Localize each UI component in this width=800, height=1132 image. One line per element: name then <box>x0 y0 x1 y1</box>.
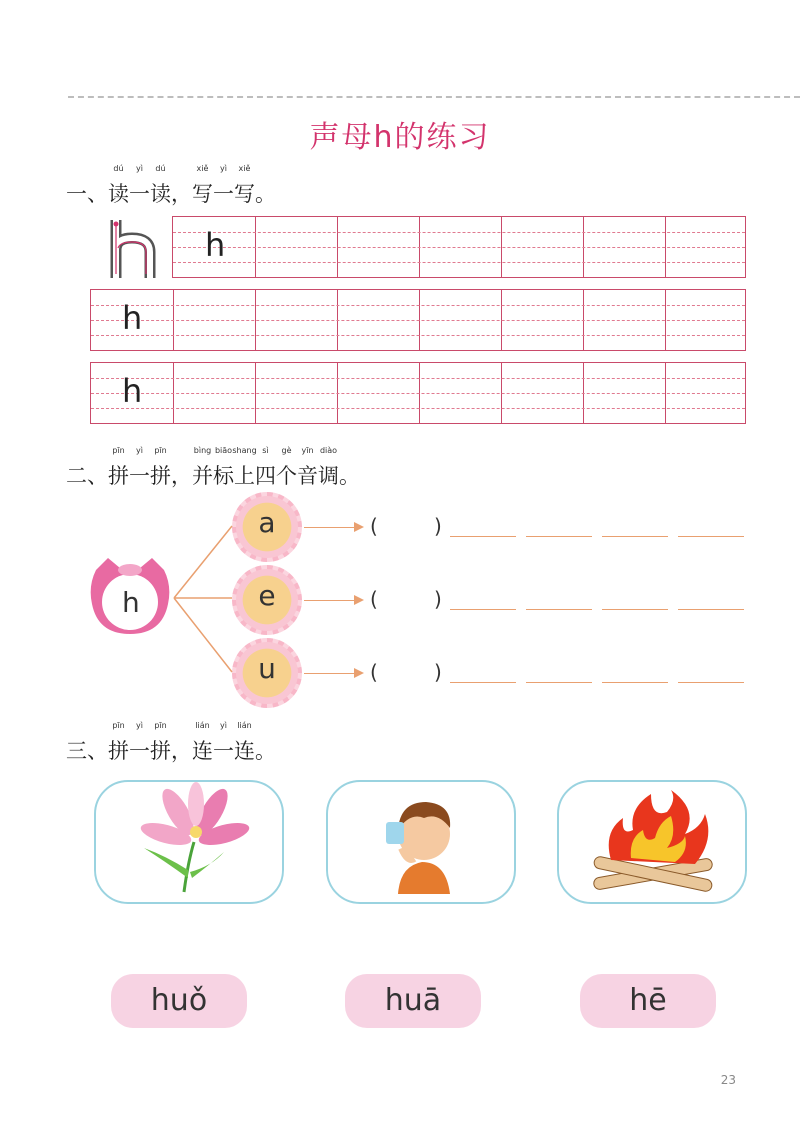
lily-flower-picture <box>96 782 282 902</box>
heading-char-pinyin: lián <box>237 721 252 730</box>
bonfire-picture <box>559 782 745 902</box>
heading-char-pinyin: dú <box>155 164 166 173</box>
guide-line <box>91 393 745 394</box>
heading-character <box>108 721 129 765</box>
heading-character <box>255 735 276 765</box>
heading-char-pinyin: yì <box>136 446 143 455</box>
heading-char-text: 一 <box>213 739 234 763</box>
heading-char-pinyin: gè <box>281 446 292 455</box>
syllable-pill[interactable]: huā <box>345 974 481 1028</box>
heading-char-pinyin: pīn <box>112 446 125 455</box>
sample-letter-h: h <box>205 226 226 264</box>
heading-char-text: 一 <box>129 182 150 206</box>
heading-character <box>232 446 257 490</box>
guide-line <box>173 247 745 248</box>
heading-character <box>234 721 255 765</box>
heading-character <box>150 164 171 208</box>
heading-char-text: 个 <box>276 464 297 488</box>
heading-char-pinyin: lián <box>195 721 210 730</box>
heading-character <box>213 446 234 490</box>
final-flower-a <box>236 496 298 558</box>
section-1-number: 一、 <box>66 182 108 206</box>
guide-line <box>91 320 745 321</box>
answer-paren-open: ( <box>370 660 378 684</box>
syllable-answer-field[interactable] <box>384 585 434 613</box>
heading-char-text: 。 <box>339 464 360 488</box>
heading-char-pinyin: yì <box>136 721 143 730</box>
heading-char-text: 音 <box>297 464 318 488</box>
tone-blank-line[interactable] <box>678 536 744 537</box>
heading-char-pinyin: pīn <box>154 446 167 455</box>
heading-char-text: 连 <box>192 739 213 763</box>
heading-char-pinyin: sì <box>262 446 269 455</box>
heading-char-text: 一 <box>213 182 234 206</box>
section-3-heading <box>66 721 276 765</box>
heading-character <box>234 164 255 208</box>
heading-char-text: 写 <box>234 182 255 206</box>
heading-character <box>339 460 360 490</box>
syllable-answer-field[interactable] <box>384 658 434 686</box>
heading-char-pinyin: xiě <box>196 164 209 173</box>
arrow-icon <box>304 600 362 601</box>
arrow-icon <box>304 673 362 674</box>
heading-char-pinyin: shang <box>232 446 257 455</box>
heading-char-pinyin: biāo <box>214 446 233 455</box>
page-number: 23 <box>720 1073 736 1087</box>
writing-grid-row-3 <box>90 362 746 424</box>
final-flower-e <box>236 569 298 631</box>
section-3-number: 三、 <box>66 739 108 763</box>
heading-char-text: 四 <box>255 464 276 488</box>
heading-char-text: 写 <box>192 182 213 206</box>
syllable-pill[interactable]: huǒ <box>111 974 247 1028</box>
top-dashed-divider <box>68 96 800 98</box>
heading-character <box>297 446 318 490</box>
heading-character <box>255 446 276 490</box>
page-title: 声母h的练习 <box>309 120 491 155</box>
tone-blank-line[interactable] <box>678 682 744 683</box>
tone-blank-line[interactable] <box>678 609 744 610</box>
heading-character <box>171 178 192 208</box>
heading-character <box>129 446 150 490</box>
heading-character <box>192 721 213 765</box>
writing-grid-row-2 <box>90 289 746 351</box>
heading-character <box>150 446 171 490</box>
section-1-heading <box>66 164 276 208</box>
heading-character <box>150 721 171 765</box>
tone-blank-line[interactable] <box>602 536 668 537</box>
answer-paren-close: ) <box>434 514 442 538</box>
heading-char-text: ， <box>171 464 192 488</box>
answer-paren-close: ) <box>434 660 442 684</box>
syllable-pill[interactable]: hē <box>580 974 716 1028</box>
heading-char-text: 拼 <box>150 739 171 763</box>
heading-character <box>108 164 129 208</box>
heading-char-text: 一 <box>129 739 150 763</box>
heading-character <box>171 460 192 490</box>
tone-blank-line[interactable] <box>450 536 516 537</box>
h-stroke-order-icon <box>106 216 162 282</box>
final-letter: a <box>258 506 276 539</box>
heading-character <box>213 721 234 765</box>
heading-char-text: 并 <box>192 464 213 488</box>
section-2-number: 二、 <box>66 464 108 488</box>
sample-letter-h: h <box>122 299 143 337</box>
heading-char-pinyin: xiě <box>238 164 251 173</box>
heading-character <box>276 446 297 490</box>
final-flower-u <box>236 642 298 704</box>
tone-blank-line[interactable] <box>526 682 592 683</box>
guide-line <box>91 408 745 409</box>
syllable-answer-field[interactable] <box>384 512 434 540</box>
heading-character <box>129 164 150 208</box>
heading-char-text: 上 <box>234 464 255 488</box>
heading-char-pinyin: yì <box>220 164 227 173</box>
guide-line <box>91 305 745 306</box>
tone-blank-line[interactable] <box>526 609 592 610</box>
heading-char-pinyin: yì <box>220 721 227 730</box>
final-letter: u <box>258 652 276 685</box>
tone-blank-line[interactable] <box>602 609 668 610</box>
heading-char-pinyin: diào <box>319 446 338 455</box>
tone-blank-line[interactable] <box>602 682 668 683</box>
guide-line <box>173 232 745 233</box>
heading-char-text: 调 <box>318 464 339 488</box>
arrow-icon <box>304 527 362 528</box>
picture-card-flower[interactable] <box>94 780 284 904</box>
picture-card-boy[interactable] <box>326 780 516 904</box>
guide-line <box>91 378 745 379</box>
tone-blank-line[interactable] <box>450 609 516 610</box>
boy-drinking-picture <box>328 782 514 902</box>
heading-char-text: ， <box>171 182 192 206</box>
heading-character <box>318 446 339 490</box>
heading-char-text: 拼 <box>108 739 129 763</box>
heading-char-text: 连 <box>234 739 255 763</box>
heading-char-text: 拼 <box>150 464 171 488</box>
guide-line <box>173 262 745 263</box>
heading-char-pinyin: yì <box>136 164 143 173</box>
answer-paren-close: ) <box>434 587 442 611</box>
heading-character <box>255 178 276 208</box>
heading-char-pinyin: pīn <box>112 721 125 730</box>
writing-grid-row-1 <box>172 216 746 278</box>
heading-char-pinyin: pīn <box>154 721 167 730</box>
sample-letter-h: h <box>122 372 143 410</box>
heading-character <box>213 164 234 208</box>
heading-char-text: 。 <box>255 182 276 206</box>
tone-blank-line[interactable] <box>526 536 592 537</box>
heading-char-pinyin: yīn <box>301 446 314 455</box>
tone-blank-line[interactable] <box>450 682 516 683</box>
initial-letter: h <box>122 586 140 619</box>
heading-char-pinyin: bìng <box>193 446 212 455</box>
heading-char-text: 标 <box>213 464 234 488</box>
answer-paren-open: ( <box>370 514 378 538</box>
heading-character <box>108 446 129 490</box>
heading-character <box>171 735 192 765</box>
heading-char-text: 拼 <box>108 464 129 488</box>
picture-card-fire[interactable] <box>557 780 747 904</box>
heading-char-text: 一 <box>129 464 150 488</box>
heading-char-text: ， <box>171 739 192 763</box>
heading-char-text: 读 <box>108 182 129 206</box>
guide-line <box>91 335 745 336</box>
heading-character <box>192 446 213 490</box>
heading-character <box>129 721 150 765</box>
connector-lines <box>170 520 240 680</box>
heading-char-text: 。 <box>255 739 276 763</box>
heading-character <box>192 164 213 208</box>
section-2-heading <box>66 446 360 490</box>
heading-char-text: 读 <box>150 182 171 206</box>
answer-paren-open: ( <box>370 587 378 611</box>
heading-char-pinyin: dú <box>113 164 124 173</box>
final-letter: e <box>258 579 276 612</box>
